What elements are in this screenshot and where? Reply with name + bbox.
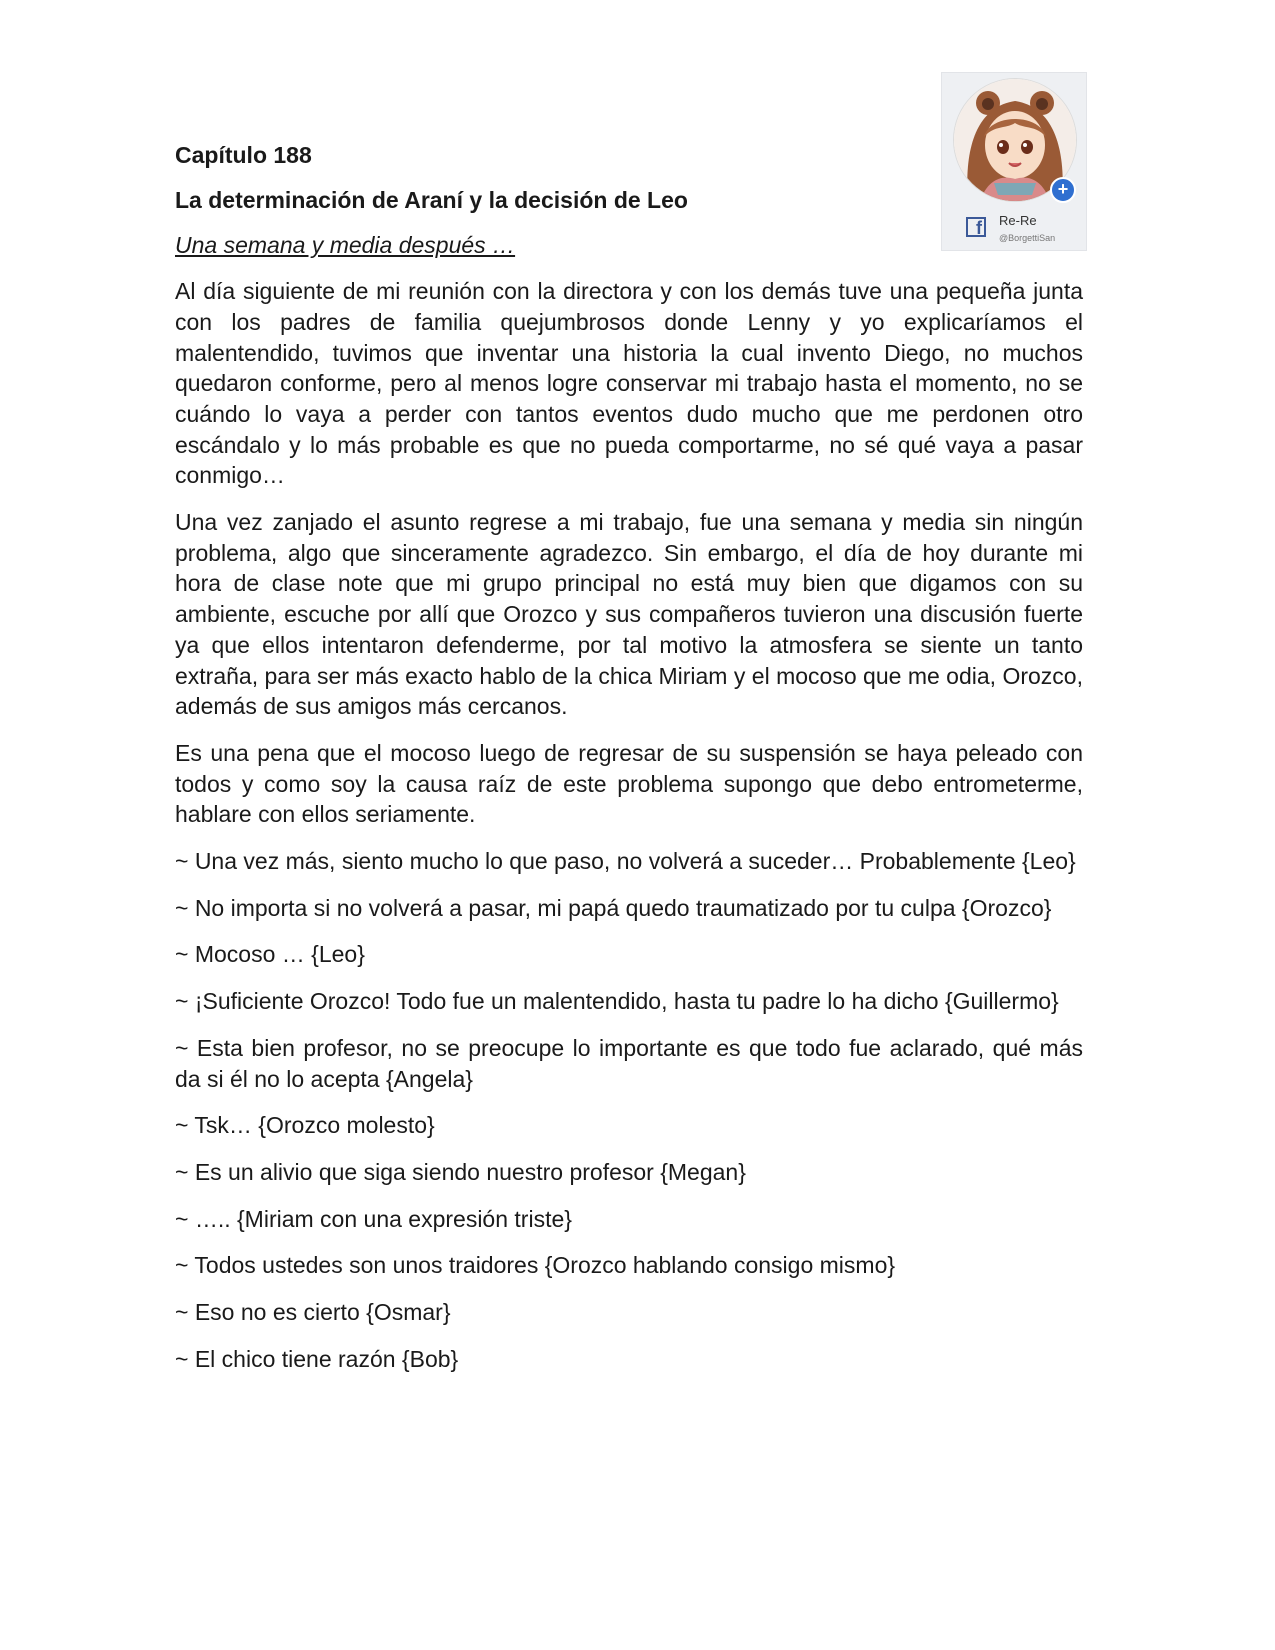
paragraph: Es una pena que el mocoso luego de regresar de su suspensión se haya peleado con todos y como soy la causa raíz de este problema supongo que debo entrometerme, hablare con ellos seriamente. <box>175 739 1083 828</box>
document-body <box>175 140 1083 1391</box>
dialogue-line: ~ Eso no es cierto {Osmar} <box>175 1299 451 1326</box>
dialogue-line: ~ No importa si no volverá a pasar, mi papá quedo traumatizado por tu culpa {Orozco} <box>175 894 1052 921</box>
add-icon[interactable]: + <box>1050 177 1076 203</box>
chapter-subtitle: La determinación de Araní y la decisión de Leo <box>175 186 688 213</box>
dialogue-line: ~ ¡Suficiente Orozco! Todo fue un malentendido, hasta tu padre lo ha dicho {Guillermo} <box>175 988 1059 1015</box>
chapter-title: Capítulo 188 <box>175 142 312 168</box>
dialogue-line: ~ Esta bien profesor, no se preocupe lo importante es que todo fue aclarado, qué más da si él no lo acepta {Angela} <box>175 1034 1083 1092</box>
dialogue-line: ~ Una vez más, siento mucho lo que paso, no volverá a suceder… Probablemente {Leo} <box>175 848 1076 875</box>
dialogue-line: ~ Mocoso … {Leo} <box>175 941 365 968</box>
dialogue-line: ~ Es un alivio que siga siendo nuestro profesor {Megan} <box>175 1158 746 1185</box>
dialogue-line: ~ Tsk… {Orozco molesto} <box>175 1112 435 1139</box>
dialogue-line: ~ ….. {Miriam con una expresión triste} <box>175 1205 572 1232</box>
paragraph: Al día siguiente de mi reunión con la directora y con los demás tuve una pequeña junta con los padres de familia quejumbrosos donde Lenny y yo explicaríamos el malentendido, tuvimos que inventar una historia la cual invento Diego, no muchos quedaron conforme, pero al menos logre conservar mi trabajo hasta el momento, no se cuándo lo vaya a perder con tantos eventos dudo mucho que me perdonen otro escándalo y lo más probable es que no pueda comportarme, no sé qué vaya a pasar conmigo… <box>175 278 1083 489</box>
badge-name: Re-Re <box>999 213 1037 228</box>
badge-handle: @BorgettiSan <box>999 233 1056 243</box>
time-skip-note: Una semana y media después … <box>175 232 516 259</box>
paragraph: Una vez zanjado el asunto regrese a mi trabajo, fue una semana y media sin ningún problema, algo que sinceramente agradezco. Sin embargo, el día de hoy durante mi hora de clase note que mi grupo principal no está muy bien que digamos con su ambiente, escuche por allí que Orozco y sus compañeros tuvieron una discusión fuerte ya que ellos intentaron defenderme, por tal motivo la atmosfera se siente un tanto extraña, para ser más exacto hablo de la chica Miriam y el mocoso que me odia, Orozco, además de sus amigos más cercanos. <box>175 509 1083 720</box>
facebook-icon: f <box>966 217 986 237</box>
dialogue-line: ~ Todos ustedes son unos traidores {Orozco hablando consigo mismo} <box>175 1252 896 1279</box>
dialogue-line: ~ El chico tiene razón {Bob} <box>175 1345 459 1372</box>
